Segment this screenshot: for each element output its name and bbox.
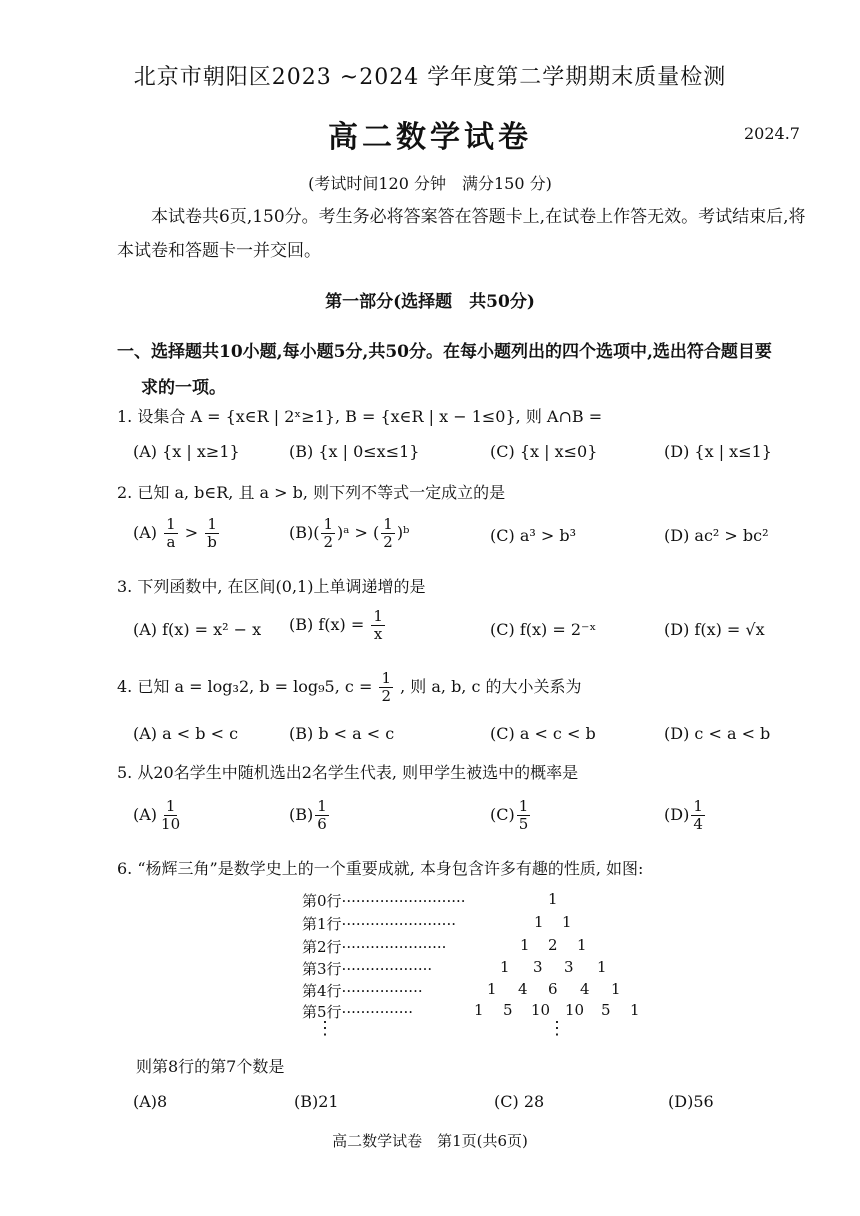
q1-option-b: (B) {x | 0≤x≤1} [289,442,420,461]
q3-b-prefix: (B) f(x) = [289,615,365,634]
pascal-value: 1 [520,936,530,954]
q2-a-frac2 [205,516,219,551]
vdots-right: ⋮ [548,1018,566,1039]
q2-option-a [133,516,221,551]
q1-option-d: (D) {x | x≤1} [664,442,772,461]
row-label: 第2行 [302,938,342,956]
q5-c-num: 1 [518,797,529,815]
pascal-row-4 [302,980,423,1001]
q2-b-den1: 2 [323,533,334,551]
q5-stem: 5. 从20名学生中随机选出2名学生代表, 则甲学生被选中的概率是 [117,763,579,782]
pascal-value: 2 [548,936,558,954]
q4-option-c: (C) a < c < b [490,724,596,743]
q2-option-c: (C) a³ > b³ [490,526,576,545]
q6-stem: 6. “杨辉三角”是数学史上的一个重要成就, 本身包含许多有趣的性质, 如图: [117,859,644,878]
row-dots: ·························· [341,892,466,910]
row-label: 第4行 [302,982,342,1000]
row-label: 第0行 [302,892,342,910]
pascal-value: 3 [533,958,543,976]
q5-option-a [133,798,184,833]
pascal-value: 1 [630,1001,640,1019]
q2-option-b [289,516,409,551]
pascal-value: 1 [597,958,607,976]
q6-option-c: (C) 28 [494,1092,545,1111]
pascal-value: 1 [611,980,621,998]
q2-a-den1: a [166,533,176,551]
q6-option-a: (A)8 [133,1092,168,1111]
q5-option-c [490,798,532,833]
q4-stem-den: 2 [381,687,391,705]
q3-stem: 3. 下列函数中, 在区间(0,1)上单调递增的是 [117,577,426,596]
q2-b-frac2 [381,516,395,551]
q5-a-num: 1 [165,797,176,815]
q5-d-num: 1 [693,797,703,815]
q2-b-den2: 2 [383,533,393,551]
q6-question: 则第8行的第7个数是 [136,1057,285,1076]
pascal-value: 4 [518,980,528,998]
q2-a-num2: 1 [207,515,217,533]
pascal-value: 3 [564,958,574,976]
section1-line1: 一、选择题共10小题,每小题5分,共50分。在每小题列出的四个选项中,选出符合题目要 [117,342,772,362]
q6-option-b: (B)21 [294,1092,339,1111]
row-dots: ························ [341,915,456,933]
q1-stem: 1. 设集合 A = {x∈R | 2ˣ≥1}, B = {x∈R | x − 1≤0}, 则 A∩B = [117,407,603,426]
pascal-value: 1 [487,980,497,998]
q2-b-frac1 [321,516,335,551]
q4-stem-prefix: 4. 已知 a = log₃2, b = log₉5, c = [117,677,373,696]
q4-stem-frac [379,670,393,705]
exam-subject-title: 高二数学试卷 [328,120,532,155]
row-label: 第1行 [302,915,342,933]
exam-time-info: (考试时间120 分钟 满分150 分) [308,174,552,193]
row-label: 第3行 [302,960,342,978]
pascal-row-0 [302,890,466,911]
section1-line2: 求的一项。 [141,378,226,398]
pascal-value: 5 [601,1001,611,1019]
q2-option-d: (D) ac² > bc² [664,526,769,545]
q5-c-frac [517,798,531,833]
pascal-value: 1 [562,913,572,931]
q1-option-c: (C) {x | x≤0} [490,442,598,461]
q5-c-den: 5 [518,815,529,833]
q4-option-a: (A) a < b < c [133,724,239,743]
q4-stem [117,670,582,705]
q2-a-num1: 1 [166,515,176,533]
part1-title: 第一部分(选择题 共50分) [325,292,535,312]
q3-b-den: x [373,625,383,643]
q5-option-d [664,798,707,833]
page-footer: 高二数学试卷 第1页(共6页) [332,1132,528,1150]
pascal-value: 1 [474,1001,484,1019]
pascal-row-2 [302,936,446,957]
q5-b-den: 6 [317,815,327,833]
q5-b-prefix: (B) [289,805,314,824]
q2-b-num2: 1 [383,515,393,533]
q3-b-frac [371,608,385,643]
q2-b-mid: )ᵃ > ( [337,523,380,542]
q2-a-gt: > [184,523,199,542]
q2-a-prefix: (A) [133,523,158,542]
row-label: 第5行 [302,1003,342,1021]
q2-stem: 2. 已知 a, b∈R, 且 a > b, 则下列不等式一定成立的是 [117,483,506,502]
pascal-value: 5 [503,1001,513,1019]
exam-instructions: 本试卷共6页,150分。考生务必将答案答在答题卡上,在试卷上作答无效。考试结束后,将本试卷和答题卡一并交回。 [117,207,806,261]
q3-option-a: (A) f(x) = x² − x [133,620,262,639]
q5-a-den: 10 [161,815,181,833]
q2-b-end: )ᵇ [396,523,410,542]
q6-option-d: (D)56 [668,1092,714,1111]
row-dots: ··············· [341,1003,414,1021]
q3-option-b [289,608,387,643]
exam-header-title: 北京市朝阳区2023 ~2024 学年度第二学期期末质量检测 [133,65,727,90]
q1-option-a: (A) {x | x≥1} [133,442,240,461]
q2-a-den2: b [207,533,217,551]
exam-date: 2024.7 [744,124,800,143]
q3-option-c: (C) f(x) = 2⁻ˣ [490,620,597,639]
pascal-value: 1 [500,958,510,976]
row-dots: ················· [341,982,423,1000]
q5-b-num: 1 [317,797,327,815]
pascal-value: 10 [531,1001,551,1019]
q5-b-frac [315,798,329,833]
q3-b-num: 1 [373,607,383,625]
pascal-value: 1 [534,913,544,931]
q5-d-prefix: (D) [664,805,690,824]
q3-option-d: (D) f(x) = √x [664,620,765,639]
q5-d-frac [691,798,705,833]
section1-heading [117,334,817,406]
q5-a-frac [159,798,182,833]
pascal-value: 1 [577,936,587,954]
pascal-value: 4 [580,980,590,998]
q2-a-frac1 [164,516,178,551]
q5-d-den: 4 [693,815,703,833]
pascal-value: 10 [565,1001,585,1019]
row-dots: ······················ [341,938,447,956]
pascal-row-1 [302,913,456,934]
q5-a-prefix: (A) [133,805,158,824]
q2-b-prefix: (B)( [289,523,320,542]
row-dots: ··················· [341,960,433,978]
q4-option-d: (D) c < a < b [664,724,771,743]
pascal-row-3 [302,958,432,979]
q4-stem-num: 1 [381,669,391,687]
vdots-left: ⋮ [316,1018,334,1039]
q2-b-num1: 1 [323,515,334,533]
q5-option-b [289,798,331,833]
q4-stem-suffix: , 则 a, b, c 的大小关系为 [400,677,582,696]
pascal-value: 6 [548,980,558,998]
q4-option-b: (B) b < a < c [289,724,395,743]
pascal-value: 1 [548,890,558,908]
q5-c-prefix: (C) [490,805,515,824]
